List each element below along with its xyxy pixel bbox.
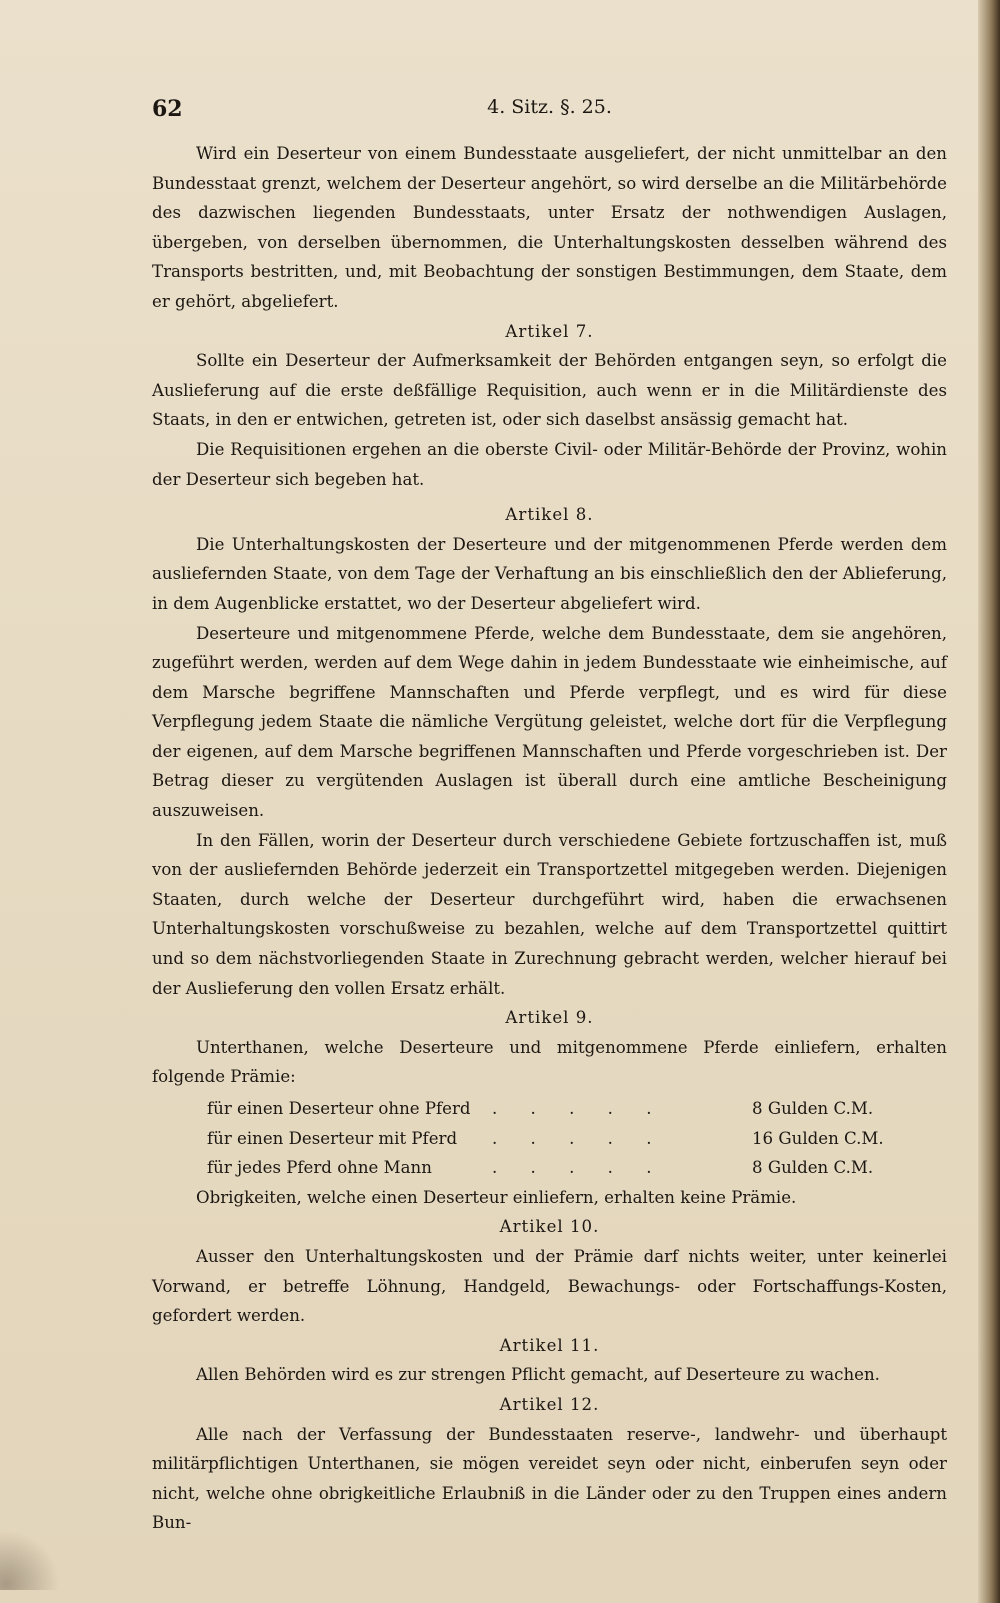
leader-dots: . . . . . bbox=[492, 1128, 666, 1148]
prize-value: 16 Gulden C.M. bbox=[752, 1128, 884, 1148]
prize-value: 8 Gulden C.M. bbox=[752, 1158, 874, 1178]
prize-value: 8 Gulden C.M. bbox=[752, 1099, 874, 1118]
prize-label: für einen Deserteur mit Pferd bbox=[207, 1128, 458, 1148]
paragraph: Unterthanen, welche Deserteure und mitgenommene Pferde einliefern, erhalten folgende Prämie: bbox=[152, 1037, 947, 1087]
paragraph: Allen Behörden wird es zur strengen Pflicht gemacht, auf Deserteure zu wachen. bbox=[196, 1365, 880, 1385]
paragraph: Alle nach der Verfassung der Bundesstaaten reserve-, landwehr- und überhaupt militärpflichtigen Unterthanen, sie mögen vereidet seyn oder nicht, einberufen seyn oder nicht, welche ohne obrigkeitliche Erlaubniß in die Länder oder zu den Truppen eines andern Bun- bbox=[152, 1424, 947, 1533]
paragraph: Wird ein Deserteur von einem Bundesstaate ausgeliefert, der nicht unmittelbar an den Bundesstaat grenzt, welchem der Deserteur angehört, so wird derselbe an die Militärbehörde des dazwischen liegenden Bundesstaats, unter Ersatz der nothwendigen Auslagen, übergeben, von derselben übernommen, die Unterhaltungskosten desselben während des Transports bestritten, und, mit Beobachtung der sonstigen Bestimmungen, dem Staate, dem er gehört, abgeliefert. bbox=[152, 144, 947, 311]
paragraph: Deserteure und mitgenommene Pferde, welche dem Bundesstaate, dem sie angehören, zugeführt werden, werden auf dem Wege dahin in jedem Bundesstaate wie einheimische, auf dem Marsche begriffene Mannschaften und Pferde verpflegt, und es wird für diese Verpflegung jedem Staate die nämliche Vergütung geleistet, welche dort für die Verpflegung der eigenen, auf dem Marsche begriffenen Mannschaften und Pferde vorgeschrieben ist. Der Betrag dieser zu vergütenden Auslagen ist überall durch eine amtliche Bescheinigung auszuweisen. bbox=[152, 623, 947, 821]
article-heading: Artikel 11. bbox=[499, 1335, 600, 1355]
page-body bbox=[152, 139, 947, 1538]
list-item bbox=[152, 1153, 947, 1183]
paragraph: Sollte ein Deserteur der Aufmerksamkeit der Behörden entgangen seyn, so erfolgt die Auslieferung auf die erste deßfällige Requisition, auch wenn er in die Militärdienste des Staats, in den er entwichen, getreten ist, oder sich daselbst ansässig gemacht hat. bbox=[152, 351, 947, 430]
page-stain bbox=[0, 1530, 60, 1590]
leader-dots: . . . . . bbox=[492, 1158, 666, 1178]
leader-dots: . . . . . bbox=[492, 1099, 666, 1118]
article-heading: Artikel 7. bbox=[505, 321, 594, 341]
page-number: 62 bbox=[152, 96, 183, 122]
prize-list bbox=[152, 1094, 947, 1183]
paragraph: Die Requisitionen ergehen an die oberste Civil- oder Militär-Behörde der Provinz, wohin der Deserteur sich begeben hat. bbox=[152, 439, 947, 489]
paragraph: Ausser den Unterhaltungskosten und der Prämie darf nichts weiter, unter keinerlei Vorwand, er betreffe Löhnung, Handgeld, Bewachungs- oder Fortschaffungs-Kosten, gefordert werden. bbox=[152, 1246, 947, 1326]
page-binding-edge bbox=[978, 0, 1000, 1603]
article-heading: Artikel 12. bbox=[499, 1394, 600, 1414]
list-item bbox=[152, 1124, 947, 1154]
prize-label: für jedes Pferd ohne Mann bbox=[207, 1158, 432, 1178]
page-header bbox=[152, 96, 947, 126]
article-heading: Artikel 9. bbox=[505, 1008, 594, 1028]
article-heading: Artikel 8. bbox=[505, 505, 594, 525]
prize-label: für einen Deserteur ohne Pferd bbox=[207, 1099, 471, 1118]
article-heading: Artikel 10. bbox=[499, 1217, 600, 1237]
list-item bbox=[152, 1094, 947, 1124]
paragraph: Die Unterhaltungskosten der Deserteure und der mitgenommenen Pferde werden dem ausliefernden Staate, von dem Tage der Verhaftung an bis einschließlich den der Ablieferung, in dem Augenblicke erstattet, wo der Deserteur abgeliefert wird. bbox=[152, 534, 947, 613]
running-head: 4. Sitz. §. 25. bbox=[487, 96, 612, 118]
paragraph: Obrigkeiten, welche einen Deserteur einliefern, erhalten keine Prämie. bbox=[196, 1187, 797, 1207]
paragraph: In den Fällen, worin der Deserteur durch verschiedene Gebiete fortzuschaffen ist, muß von der ausliefernden Behörde jederzeit ein Transportzettel mitgegeben werden. Diejenigen Staaten, durch welche der Deserteur durchgeführt wird, haben die erwachsenen Unterhaltungskosten vorschußweise zu bezahlen, welche auf dem Transportzettel quittirt und so dem nächstvorliegenden Staate in Zurechnung gebracht werden, welcher hierauf bei der Auslieferung den vollen Ersatz erhält. bbox=[152, 830, 947, 998]
